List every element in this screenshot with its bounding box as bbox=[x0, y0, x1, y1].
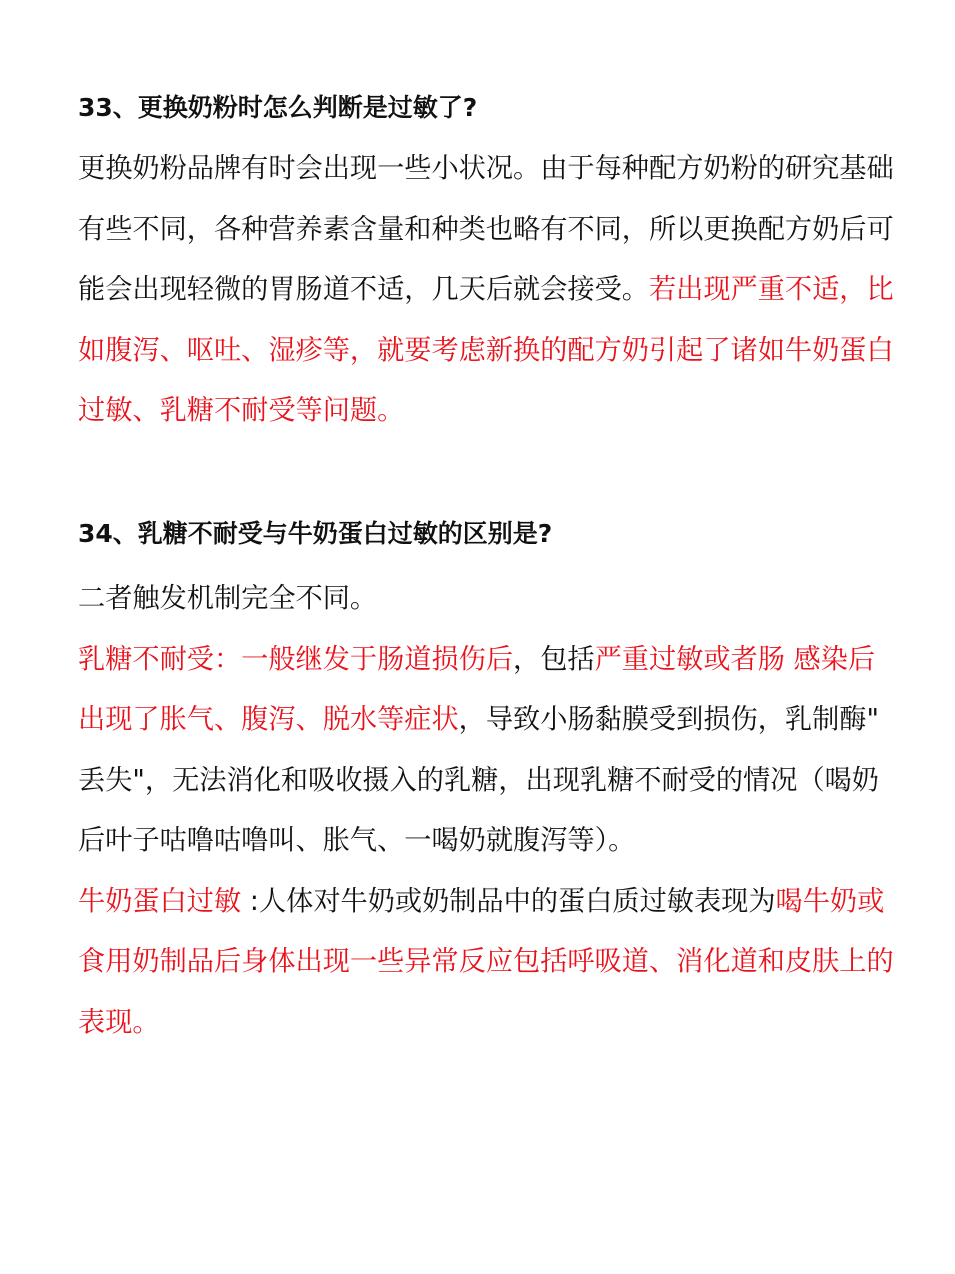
q33-heading: 33、更换奶粉时怎么判断是过敏了? bbox=[78, 93, 478, 122]
highlighted-text: 喝牛奶或 bbox=[775, 885, 885, 917]
highlighted-text: 食用奶制品后身体出现一些异常反应包括呼吸道、消化道和皮肤上的 bbox=[78, 946, 894, 977]
body-text: 能会出现轻微的胃肠道不适，几天后就会接受。 bbox=[78, 274, 649, 305]
q34-line bbox=[78, 872, 898, 933]
q34-heading: 34、乳糖不耐受与牛奶蛋白过敏的区别是? bbox=[78, 519, 553, 548]
highlighted-text: 若出现严重不适，比 bbox=[648, 274, 894, 305]
highlighted-text: 乳糖不耐受：一般继发于肠道损伤后 bbox=[78, 643, 514, 675]
q33-answer bbox=[78, 139, 898, 442]
highlighted-text: 牛奶蛋白过敏 bbox=[78, 885, 250, 917]
q34-line bbox=[78, 630, 898, 691]
body-text: ，包括 bbox=[513, 643, 595, 675]
q34-answer bbox=[78, 569, 898, 1053]
q33-line bbox=[78, 200, 898, 261]
q34-line bbox=[78, 993, 898, 1054]
highlighted-text: 如腹泻、呕吐、湿疹等，就要考虑新换的配方奶引起了诸如牛奶蛋白 bbox=[78, 334, 894, 366]
body-text: 丢失"，无法消化和吸收摄入的乳糖，出现乳糖不耐受的情况（喝奶 bbox=[78, 764, 879, 796]
body-text: 更换奶粉品牌有时会出现一些小状况。由于每种配方奶粉的研究基础 bbox=[78, 153, 894, 184]
q34-line bbox=[78, 811, 898, 872]
highlighted-text: 过敏、乳糖不耐受等问题。 bbox=[78, 395, 405, 426]
highlighted-text: 表现。 bbox=[78, 1006, 160, 1038]
highlighted-text: 严重过敏或者肠 感染后 bbox=[594, 643, 876, 675]
q34-line bbox=[78, 569, 898, 630]
highlighted-text: 出现了胀气、腹泻、脱水等症状 bbox=[78, 704, 459, 735]
q33-line bbox=[78, 139, 898, 200]
body-text: ，导致小肠黏膜受到损伤，乳制酶" bbox=[458, 704, 879, 735]
body-text: 二者触发机制完全不同。 bbox=[78, 583, 378, 614]
body-text: :人体对牛奶或奶制品中的蛋白质过敏表现为 bbox=[249, 885, 776, 917]
q33-line bbox=[78, 321, 898, 382]
q33-line bbox=[78, 260, 898, 321]
q33-line bbox=[78, 381, 898, 442]
q34-line bbox=[78, 932, 898, 993]
body-text: 有些不同，各种营养素含量和种类也略有不同，所以更换配方奶后可 bbox=[78, 213, 894, 245]
q34-line bbox=[78, 690, 898, 751]
q34-line bbox=[78, 751, 898, 812]
body-text: 后叶子咕噜咕噜叫、胀气、一喝奶就腹泻等）。 bbox=[78, 825, 636, 856]
